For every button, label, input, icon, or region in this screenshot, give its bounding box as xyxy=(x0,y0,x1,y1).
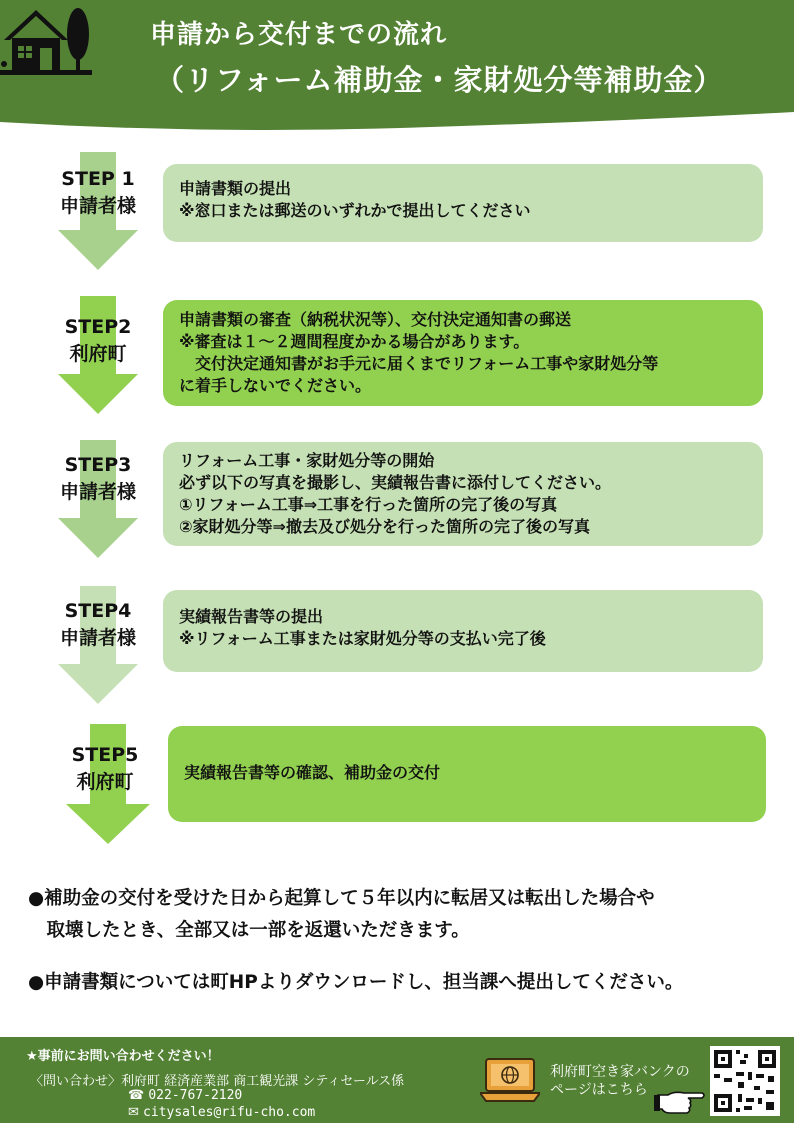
step1-box xyxy=(163,164,763,242)
step3-line: 必ず以下の写真を撮影し、実績報告書に添付してください。 xyxy=(179,473,612,492)
step3-actor: 申請者様 xyxy=(59,481,136,503)
step4-label xyxy=(43,598,153,652)
qr-code-pattern xyxy=(710,1046,780,1116)
akiya-bank-line2: ページはこちら xyxy=(550,1082,648,1098)
qr-code-icon[interactable] xyxy=(710,1046,780,1116)
step3-number: STEP3 xyxy=(64,454,132,476)
header-banner xyxy=(0,0,794,140)
note-refund-line2: 取壊したとき、全部又は一部を返還いただきます。 xyxy=(28,920,470,941)
step5-line: 実績報告書等の確認、補助金の交付 xyxy=(184,763,441,782)
step2-line: ※審査は１～２週間程度かかる場合があります。 xyxy=(179,332,530,351)
page-subtitle: （リフォーム補助金・家財処分等補助金） xyxy=(155,63,724,97)
phone-icon: ☎ xyxy=(128,1088,145,1103)
footer-phone: 022-767-2120 xyxy=(148,1088,243,1103)
footer-headline: ★事前にお問い合わせください！ xyxy=(26,1049,220,1064)
step1-label xyxy=(43,166,153,220)
step2-line: 申請書類の審査（納税状況等）、交付決定通知書の郵送 xyxy=(179,310,572,329)
step2-line: 交付決定通知書がお手元に届くまでリフォーム工事や家財処分等 xyxy=(179,354,659,373)
step4-number: STEP4 xyxy=(64,600,132,622)
step3-label xyxy=(43,452,153,506)
footer-contact: 〈問い合わせ〉利府町 経済産業部 商工観光課 シティセールス係 xyxy=(30,1074,405,1089)
step5-label xyxy=(50,742,160,796)
step1-actor: 申請者様 xyxy=(59,195,136,217)
step5-box xyxy=(168,726,766,822)
step3-line: ②家財処分等⇒撤去及び処分を行った箇所の完了後の写真 xyxy=(179,517,590,536)
footer-email[interactable]: citysales@rifu-cho.com xyxy=(143,1105,316,1120)
step4-actor: 申請者様 xyxy=(59,627,136,649)
house-icon xyxy=(0,0,92,76)
step4-box xyxy=(163,590,763,672)
step4-line: 実績報告書等の提出 xyxy=(179,607,324,626)
step2-actor: 利府町 xyxy=(69,343,127,365)
step5-number: STEP5 xyxy=(71,744,139,766)
footer-phone-row xyxy=(128,1088,242,1103)
step3-box xyxy=(163,442,763,546)
pointing-hand-icon xyxy=(654,1087,706,1117)
step3-line: ①リフォーム工事⇒工事を行った箇所の完了後の写真 xyxy=(179,495,558,514)
step2-number: STEP2 xyxy=(64,316,132,338)
step5-actor: 利府町 xyxy=(76,771,134,793)
step4-line: ※リフォーム工事または家財処分等の支払い完了後 xyxy=(179,629,546,648)
step2-box xyxy=(163,300,763,406)
step1-line: 申請書類の提出 xyxy=(179,179,292,198)
footer xyxy=(0,1037,794,1123)
akiya-bank-line1: 利府町空き家バンクの xyxy=(550,1064,690,1080)
step3-line: リフォーム工事・家財処分等の開始 xyxy=(179,451,435,470)
step2-label xyxy=(43,314,153,368)
mail-icon: ✉ xyxy=(128,1105,139,1120)
note-refund-line1: ●補助金の交付を受けた日から起算して５年以内に転居又は転出した場合や xyxy=(28,888,655,909)
note-download: ●申請書類については町HPよりダウンロードし、担当課へ提出してください。 xyxy=(28,972,684,993)
step1-number: STEP 1 xyxy=(61,168,135,190)
step1-line: ※窓口または郵送のいずれかで提出してください xyxy=(179,201,531,220)
laptop-globe-icon xyxy=(480,1055,540,1107)
step2-line: に着手しないでください。 xyxy=(179,376,372,395)
footer-mail-row xyxy=(128,1105,315,1120)
page-title: 申請から交付までの流れ xyxy=(150,20,448,50)
